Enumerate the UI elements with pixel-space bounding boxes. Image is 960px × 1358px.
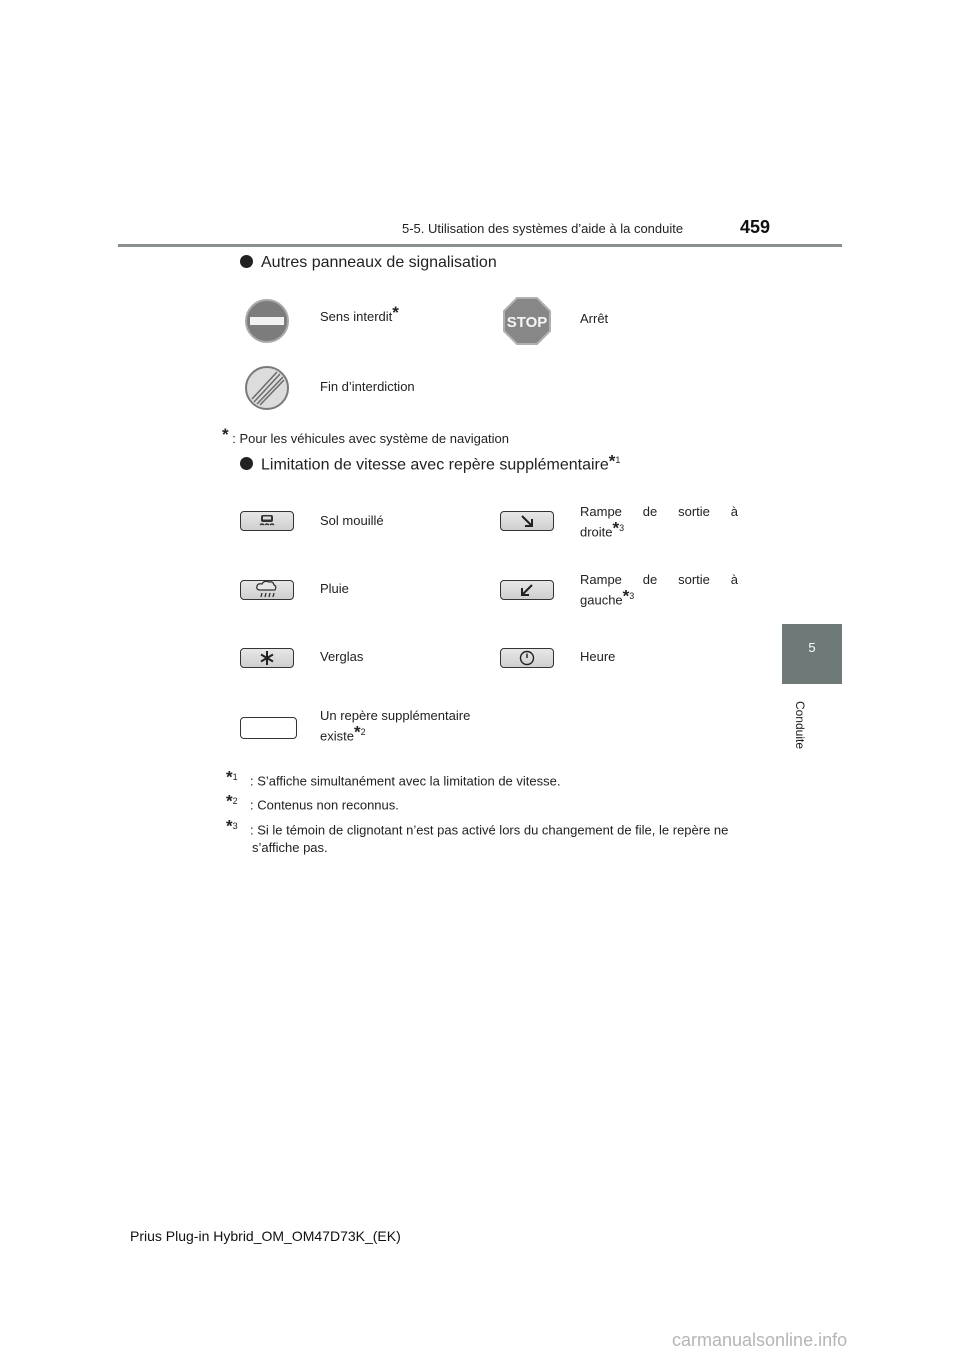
end-of-restriction-sign-icon — [244, 365, 290, 416]
header-divider — [118, 244, 842, 247]
arrow-down-right-icon — [500, 511, 554, 531]
bullet-icon — [240, 255, 253, 268]
stop-sign-icon — [503, 297, 551, 350]
bullet-icon — [240, 457, 253, 470]
navigation-note: * : Pour les véhicules avec système de navigation — [222, 425, 510, 446]
exit-left-label-cont: gauche*$^3$ — [580, 586, 635, 608]
end-of-restriction-label: Fin d’interdiction — [320, 379, 415, 394]
additional-marker-label: Un repère supplémentaire — [320, 708, 471, 723]
wet-road-icon — [240, 511, 294, 531]
time-label: Heure — [580, 649, 616, 664]
ice-label: Verglas — [320, 649, 364, 664]
document-footer: Prius Plug-in Hybrid_OM_OM47D73K_(EK) — [130, 1228, 401, 1244]
chapter-number: 5 — [808, 640, 816, 655]
chapter-label: Conduite — [793, 700, 807, 750]
rain-label: Pluie — [320, 581, 349, 596]
stop-label: Arrêt — [580, 311, 609, 326]
page-number: 459 — [740, 217, 771, 237]
exit-left-label: Rampe de sortie à — [580, 572, 738, 587]
footnote-1: *$^1$ : S’affiche simultanément avec la limitation de vitesse. — [226, 767, 561, 789]
clock-icon — [500, 648, 554, 668]
wet-road-label: Sol mouillé — [320, 513, 384, 528]
exit-right-label: Rampe de sortie à — [580, 504, 738, 519]
arrow-down-left-icon — [500, 580, 554, 600]
blank-plate-icon — [240, 717, 297, 739]
no-entry-sign-icon — [244, 298, 290, 349]
watermark: carmanualsonline.info — [672, 1330, 848, 1350]
chapter-tab — [782, 624, 842, 684]
speed-limit-heading: Limitation de vitesse avec repère supplémentaire*$^1$ — [240, 455, 620, 474]
svg-text:STOP: STOP — [506, 314, 548, 331]
exit-right-label-cont: droite*$^3$ — [580, 518, 625, 540]
rain-cloud-icon — [240, 580, 294, 600]
additional-marker-label-cont: existe*$^2$ — [320, 722, 366, 744]
snowflake-icon — [240, 648, 294, 668]
footnote-2: *$^2$ : Contenus non reconnus. — [226, 791, 399, 813]
no-entry-label: Sens interdit* — [320, 303, 399, 324]
other-signs-heading: Autres panneaux de signalisation — [240, 254, 497, 272]
footnote-3: *$^3$ : Si le témoin de clignotant n’est pas activé lors du changement de file, le repère ne s’affiche pas. — [226, 816, 729, 856]
section-title: 5-5. Utilisation des systèmes d’aide à la conduite — [402, 221, 684, 236]
